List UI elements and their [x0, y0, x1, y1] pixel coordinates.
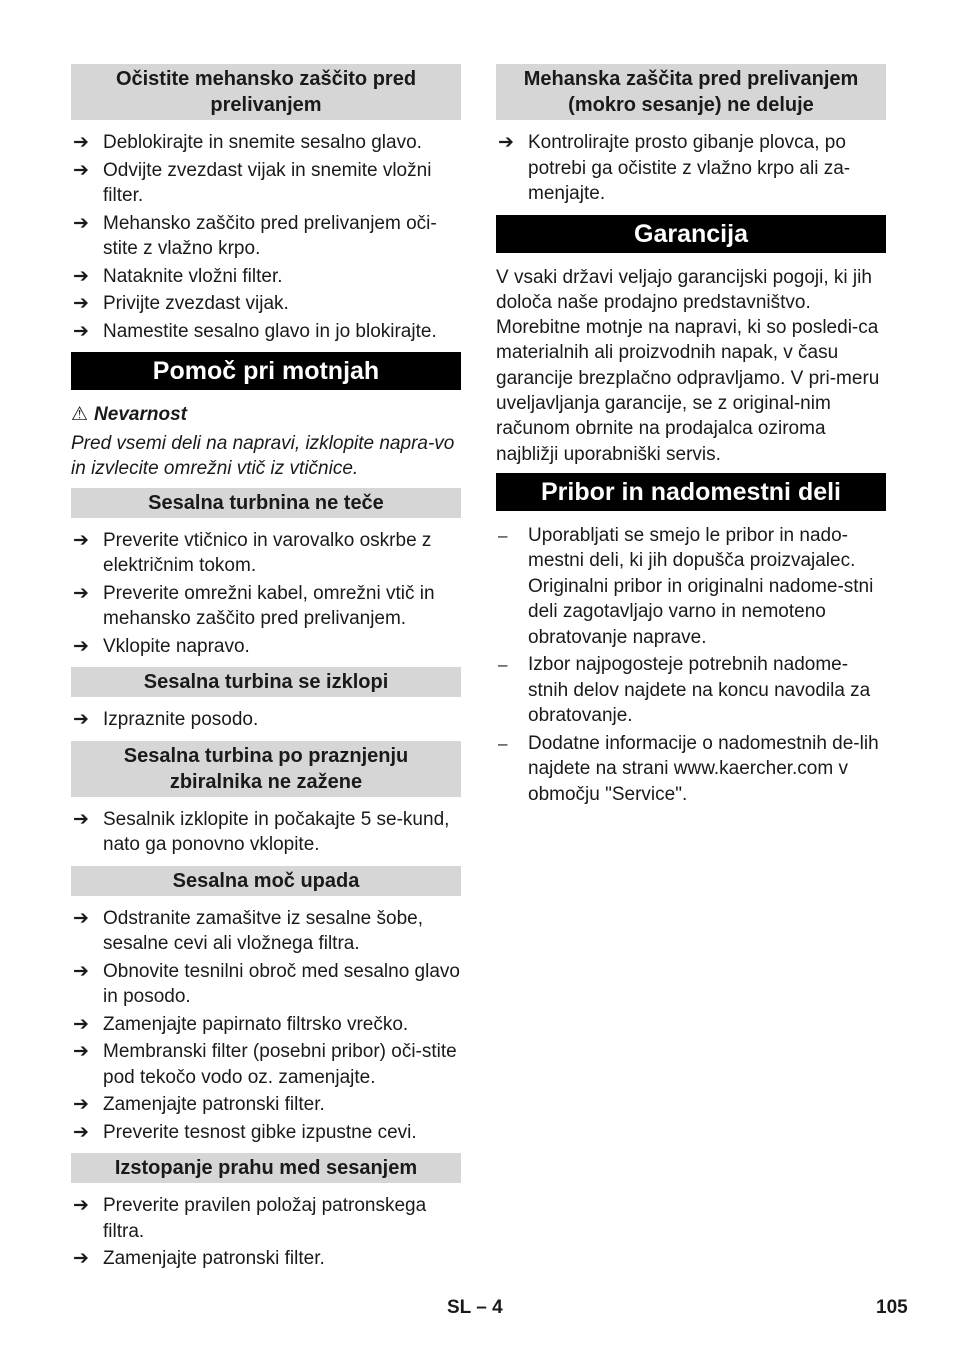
arrow-right-icon: ➔	[73, 212, 89, 234]
footer-lang: SL	[447, 1297, 471, 1318]
arrow-right-icon: ➔	[73, 1248, 89, 1270]
list-item: – Izbor najpogosteje potrebnih nadome-stnih delov najdete na koncu navodila za obratovanje.	[498, 654, 871, 727]
list-item: ➔ Obnovite tesnilni obroč med sesalno glavo in posodo.	[73, 960, 460, 1008]
list-item: – Dodatne informacije o nadomestnih de-lih najdete na strani www.kaercher.com v območju "Service".	[498, 732, 879, 805]
list-item: ➔ Odstranite zamašitve iz sesalne šobe, sesalne cevi ali vložnega filtra.	[73, 907, 423, 955]
list-item: ➔ Izpraznite posodo.	[71, 707, 461, 733]
warning-text: Pred vsemi deli na napravi, izklopite napra-vo in izvlecite omrežni vtič iz vtičnice.	[71, 433, 455, 480]
arrow-right-icon: ➔	[73, 1041, 89, 1063]
heading-overflow-protection-fault: Mehanska zaščita pred prelivanjem (mokro sesanje) ne deluje	[496, 64, 886, 120]
list-item: ➔ Zamenjajte patronski filter.	[71, 1092, 461, 1118]
arrow-right-icon: ➔	[73, 159, 89, 181]
list-item: – Uporabljati se smejo le pribor in nado-mestni deli, ki jih dopušča proizvajalec. Originalni pribor in originalni nadome-stni deli zagotavljajo varno in nemoteno obratovanje naprave.	[498, 524, 874, 648]
arrow-right-icon: ➔	[73, 635, 89, 657]
dash-icon: –	[498, 525, 508, 545]
heading-clean-overflow-protection: Očistite mehansko zaščito pred prelivanjem	[71, 64, 461, 120]
list-suction-power-drops	[71, 906, 461, 1146]
warning-triangle-icon: ⚠	[71, 404, 89, 425]
heading-turbine-not-starting: Sesalna turbina po praznjenju zbiralnika ne zažene	[71, 741, 461, 797]
arrow-right-icon: ➔	[73, 529, 89, 551]
list-overflow-protection-fault	[496, 130, 886, 207]
arrow-right-icon: ➔	[73, 1195, 89, 1217]
heading-accessories-spare-parts: Pribor in nadomestni deli	[496, 473, 886, 511]
right-column	[496, 64, 886, 815]
list-item: ➔ Zamenjajte papirnato filtrsko vrečko.	[71, 1012, 461, 1038]
footer-language-page	[447, 1297, 503, 1319]
list-item: ➔ Membranski filter (posebni pribor) oči-stite pod tekočo vodo oz. zamenjajte.	[73, 1041, 457, 1088]
list-item: ➔ Preverite omrežni kabel, omrežni vtič in mehansko zaščito pred prelivanjem.	[73, 582, 435, 630]
heading-warranty: Garancija	[496, 215, 886, 253]
list-item: ➔ Preverite tesnost gibke izpustne cevi.	[71, 1120, 461, 1146]
arrow-right-icon: ➔	[73, 320, 89, 342]
heading-troubleshooting: Pomoč pri motnjah	[71, 352, 461, 390]
arrow-right-icon: ➔	[73, 293, 89, 314]
arrow-right-icon: ➔	[73, 1121, 89, 1143]
list-item: ➔ Preverite pravilen položaj patronskega filtra.	[73, 1195, 427, 1242]
footer-page-local: – 4	[476, 1297, 503, 1318]
arrow-right-icon: ➔	[73, 808, 89, 830]
arrow-right-icon: ➔	[73, 1094, 89, 1116]
left-column	[71, 64, 461, 1280]
page-number: 105	[876, 1297, 908, 1318]
list-item: ➔ Nataknite vložni filter.	[71, 264, 461, 290]
list-item: ➔ Preverite vtičnico in varovalko oskrbe z električnim tokom.	[73, 529, 432, 577]
list-item: ➔ Namestite sesalno glavo in jo blokirajte.	[71, 319, 461, 345]
list-item: ➔ Zamenjajte patronski filter.	[71, 1246, 461, 1272]
list-turbine-not-running	[71, 528, 461, 660]
arrow-right-icon: ➔	[73, 265, 89, 287]
list-item: ➔ Odvijte zvezdast vijak in snemite vložni filter.	[73, 159, 432, 206]
list-item: ➔ Mehansko zaščito pred prelivanjem oči-stite z vlažno krpo.	[73, 212, 437, 259]
dash-icon: –	[498, 733, 508, 753]
heading-dust-escapes: Izstopanje prahu med sesanjem	[71, 1153, 461, 1183]
arrow-right-icon: ➔	[73, 1013, 89, 1035]
list-clean-overflow	[71, 130, 461, 344]
list-item: ➔ Deblokirajte in snemite sesalno glavo.	[71, 130, 461, 156]
list-item: ➔ Sesalnik izklopite in počakajte 5 se-kund, nato ga ponovno vklopite.	[73, 808, 450, 856]
list-turbine-not-starting	[71, 807, 461, 858]
arrow-right-icon: ➔	[73, 960, 89, 982]
dash-icon: –	[498, 655, 508, 675]
heading-turbine-not-running: Sesalna turbnina ne teče	[71, 488, 461, 518]
arrow-right-icon: ➔	[73, 582, 89, 604]
list-item: ➔ Vklopite napravo.	[71, 634, 461, 660]
warning-label: ⚠ Nevarnost	[71, 404, 187, 425]
list-dust-escapes	[71, 1193, 461, 1272]
arrow-right-icon: ➔	[498, 132, 514, 153]
arrow-right-icon: ➔	[73, 132, 89, 153]
arrow-right-icon: ➔	[73, 709, 89, 731]
list-item: ➔ Kontrolirajte prosto gibanje plovca, po potrebi ga očistite z vlažno krpo ali za-menjajte.	[498, 132, 851, 204]
arrow-right-icon: ➔	[73, 907, 89, 929]
list-item: ➔ Privijte zvezdast vijak.	[71, 291, 461, 317]
warranty-text: V vsaki državi veljajo garancijski pogoji, ki jih določa naše prodajno predstavništvo. Morebitne motnje na napravi, ki so posledi-ca materialnih ali proizvodnih napak, v času garancije brezplačno odpravljamo. V pri-meru uveljavljanja garancije, se z original-nim računom obrnite na prodajalca oziroma najbližji uporabniški servis.	[496, 266, 880, 465]
heading-turbine-switches-off: Sesalna turbina se izklopi	[71, 667, 461, 697]
heading-suction-power-drops: Sesalna moč upada	[71, 866, 461, 896]
list-turbine-switches-off	[71, 707, 461, 733]
list-accessories	[496, 523, 886, 808]
